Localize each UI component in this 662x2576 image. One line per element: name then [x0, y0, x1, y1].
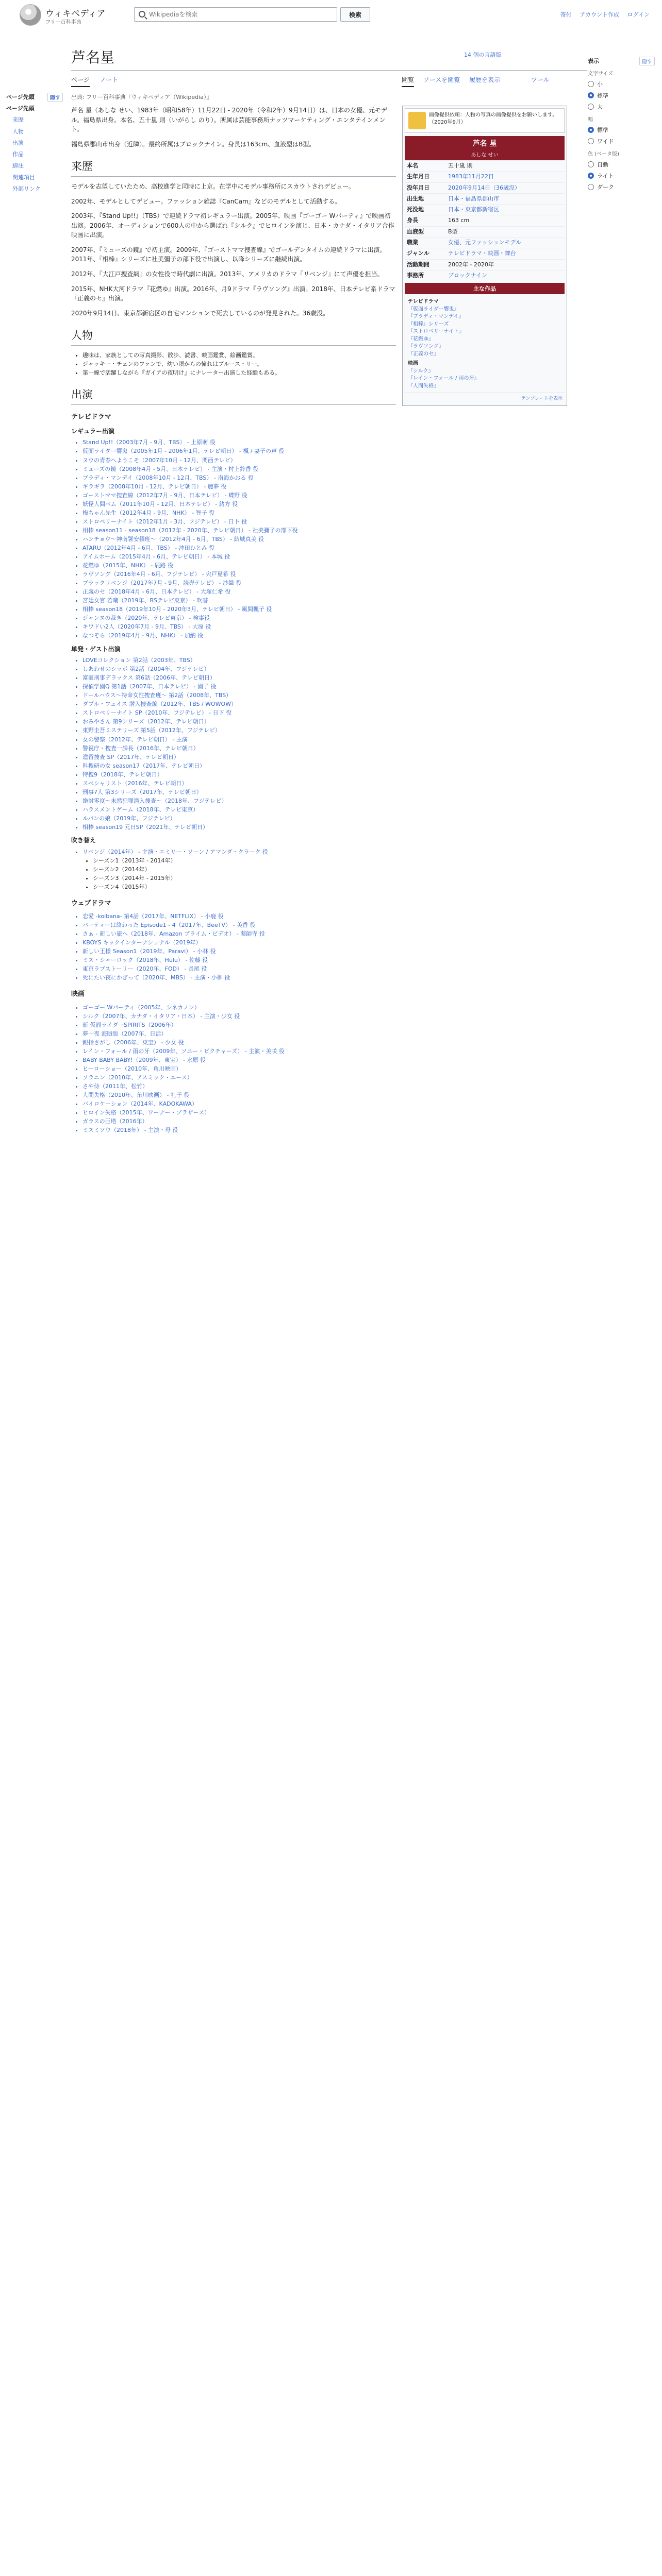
history-paragraph: 2020年9月14日、東京都新宿区の自宅マンションで死去しているのが発見された。36歳没。 [71, 309, 329, 317]
toc-item-top[interactable]: ページ先頭 [6, 105, 35, 112]
list-item[interactable]: • 警視庁・捜査一課長（2016年、テレビ朝日） [82, 744, 396, 753]
film-list [82, 1003, 396, 1135]
history-paragraph: 2003年、『Stand Up!!』（TBS）で連続ドラマ初レギュラー出演。2005年、映画『ゴーゴー Wパーティ』で映画初出演。2006年、オーディションで600人の中から選ばれ『シルク』でヒロインを演じ、日本・カナダ・イタリア合作映画に出演。 [71, 212, 394, 239]
list-item[interactable]: • 東京ラブストーリー（2020年、FOD） - 長尾 役 [82, 964, 396, 973]
list-item[interactable]: • 相棒 season11 - season18（2012年 - 2020年、テレビ朝日） - 社美彌子の部下役 [82, 526, 396, 535]
toc-item-person[interactable]: 人物 [12, 128, 24, 135]
toc-item-related[interactable]: 関連項目 [12, 174, 35, 181]
toc-item-bibliography[interactable]: 作品 [12, 151, 24, 158]
list-item[interactable]: • 絶対零度〜未然犯罪潜入捜査〜（2018年、フジテレビ） [82, 796, 396, 805]
list-item: • 第一線で活躍しながら『ガイアの夜明け』にナレーター出演した経験もある。 [82, 368, 396, 377]
list-item: • シーズン4（2015年） [93, 883, 396, 891]
article-content [71, 106, 396, 1134]
list-item[interactable]: • ガラスの巨塔（2016年） [82, 1117, 396, 1126]
list-item: • ジャッキー・チェンのファンで、幼い頃からの憧れはブルース・リー。 [82, 360, 396, 368]
list-item[interactable]: • シルク（2007年、カナダ・イタリア・日本） - 主演・少女 役 [82, 1012, 396, 1021]
list-item[interactable]: • ミューズの鏡（2008年4月 - 5月、日本テレビ） - 主演・村上鈴香 役 [82, 465, 396, 473]
infobox-row: 本名 五十嵐 則 [405, 160, 565, 171]
toc-item-history[interactable]: 来歴 [12, 116, 24, 124]
list-item[interactable]: • ハンチョウ〜神南署安積班〜（2012年4月 - 6月、TBS） - 結城真美 役 [82, 535, 396, 544]
history-paragraph: 2015年、NHK大河ドラマ『花燃ゆ』出演。2016年、月9ドラマ『ラヴソング』出演。2018年、日本テレビ系ドラマ『正義のセ』出演。 [71, 285, 395, 302]
list-item[interactable]: • 探偵学園Q 第1話（2007年、日本テレビ） - 園子 役 [82, 682, 396, 691]
tools-menu[interactable]: ツール [531, 76, 550, 83]
list-item[interactable]: • ヌウの青春へようこそ（2007年10月 - 12月、関西テレビ） [82, 456, 396, 465]
list-item[interactable]: • ミスミソウ（2018年） - 主演・母 役 [82, 1126, 396, 1134]
history-paragraph: 2002年、モデルとしてデビュー。ファッション雑誌『CanCam』などのモデルとして活動する。 [71, 197, 341, 205]
subsection-heading-tv: テレビドラマ [71, 413, 111, 421]
appearance-title: 表示 隠す [588, 57, 655, 65]
lead-paragraph-2: 福島県郡山市出身（近隣）。最終所属はブロックナイン。身長は163cm、血液型はB型。 [71, 140, 316, 148]
list-item[interactable]: • ハラスメントゲーム（2018年、テレビ東京） [82, 805, 396, 814]
list-item[interactable]: • 特捜9（2018年、テレビ朝日） [82, 770, 396, 779]
history-paragraph: 2012年、『大江戸捜査網』の女性役で時代劇に出演。2013年、アメリカのドラマ『リベンジ』にて声優を担当。 [71, 270, 384, 278]
list-item[interactable]: • 夢十夜 海賊版（2007年、日活） [82, 1029, 396, 1038]
list-item[interactable]: • 恋愛 -koibana- 第4話（2017年、NETFLIX） - 小鹿 役 [82, 912, 396, 921]
subsection-heading-dub: 吹き替え [71, 837, 96, 844]
dub-list [82, 848, 396, 891]
title-divider [71, 70, 587, 71]
work-link[interactable]: 『シルク』 [408, 368, 434, 374]
list-item[interactable]: • ヒーローショー（2010年、角川映画） [82, 1064, 396, 1073]
work-link[interactable]: 『レイン・フォール / 雨の牙』 [408, 376, 479, 382]
work-link[interactable]: 『仮面ライダー響鬼』 [408, 306, 459, 312]
infobox-row: 死没地 日本・東京都新宿区 [405, 204, 565, 215]
infobox-name: 芦名 星 [405, 136, 565, 150]
list-item[interactable]: • 死にたい夜にかぎって（2020年、MBS） - 主演・小柳 役 [82, 973, 396, 982]
site-tagline: フリー百科事典 [45, 20, 81, 25]
image-request-notice: 画像提供依頼：人物の写真の画像提供をお願いします。（2020年9月） [405, 108, 565, 133]
infobox-row: 職業 女優、元ファッションモデル [405, 237, 565, 248]
infobox-row: ジャンル テレビドラマ・映画・舞台 [405, 248, 565, 259]
list-item[interactable]: • ゴーストママ捜査線（2012年7月 - 9月、日本テレビ） - 蝶野 役 [82, 491, 396, 500]
subsection-heading-film: 映画 [71, 990, 85, 998]
list-item[interactable]: • ブラックリベンジ（2017年7月 - 9月、読売テレビ） - 沙織 役 [82, 579, 396, 587]
list-item[interactable]: • ミス・シャーロック（2018年、Hulu） - 佐藤 役 [82, 956, 396, 964]
work-link[interactable]: 『ブラディ・マンデイ』 [408, 314, 464, 320]
work-link[interactable]: 『ストロベリーナイト』 [408, 329, 465, 335]
tab-history[interactable]: 履歴を表示 [469, 76, 501, 83]
list-item[interactable]: • ダブル・フェイス 潜入捜査編（2012年、TBS / WOWOW） [82, 700, 396, 708]
toc-heading: ページ先頭 隠す [6, 93, 63, 101]
list-item[interactable]: • パーティーは終わった Episode1 - 4（2017年、BeeTV） - 美香 役 [82, 921, 396, 929]
camera-icon [408, 112, 426, 129]
list-item[interactable]: • さや侍（2011年、松竹） [82, 1082, 396, 1091]
infobox-reading: あしな せい [405, 150, 565, 160]
infobox-row: 事務所 ブロックナイン [405, 270, 565, 281]
infobox [402, 106, 567, 406]
toc-hide-button[interactable]: 隠す [47, 93, 63, 101]
template-link[interactable]: テンプレートを表示 [405, 392, 565, 403]
work-link[interactable]: 『相棒』シリーズ [408, 321, 449, 327]
search-box[interactable] [134, 7, 337, 22]
search-button[interactable]: 検索 [340, 7, 370, 22]
list-item: • シーズン1（2013年 - 2014年） [93, 856, 396, 865]
infobox-row: 没年月日 2020年9月14日（36歳没） [405, 182, 565, 193]
list-item[interactable]: • しあわせのシッポ 第2話（2004年、フジテレビ） [82, 665, 396, 673]
list-item[interactable]: • ゴーゴー Wパーティ（2005年、シネカノン） [82, 1003, 396, 1012]
section-heading-works: 出演 [71, 386, 396, 405]
guest-list [82, 656, 396, 832]
appearance-panel [588, 52, 655, 194]
text-size-standard[interactable]: 標準 [588, 91, 655, 99]
list-item[interactable]: • 科捜研の女 season17（2017年、テレビ朝日） [82, 761, 396, 770]
list-item[interactable]: • KBOYS キックインターナショナル（2019年） [82, 938, 396, 947]
list-item[interactable]: • LOVEコレクション 第2話（2003年、TBS） [82, 656, 396, 665]
list-item[interactable]: • ATARU（2012年4月 - 6月、TBS） - 沖田ひとみ 役 [82, 544, 396, 552]
history-paragraph: モデルを志望していたため、高校進学と同時に上京。在学中にモデル事務所にスカウトされデビュー。 [71, 182, 355, 190]
infobox-works-band: 主な作品 [405, 283, 565, 294]
list-item[interactable]: • 宮廷女官 若曦（2019年、BSテレビ東京） - 吹替 [82, 596, 396, 605]
page-title: 芦名星 [71, 49, 115, 66]
subsection-heading-regular: レギュラー出演 [71, 427, 115, 435]
list-item[interactable]: • ドールハウス〜特命女性捜査班〜 第2話（2008年、TBS） [82, 691, 396, 700]
toc-item-notes[interactable]: 脚注 [12, 162, 24, 170]
width-standard[interactable]: 標準 [588, 126, 655, 134]
toc-item-works[interactable]: 出演 [12, 139, 24, 146]
namespace-tabs [71, 75, 126, 84]
list-item[interactable]: • Stand Up!!（2003年7月 - 9月、TBS） - 上原萌 役 [82, 438, 396, 447]
list-item[interactable]: • ラヴソング（2016年4月 - 6月、フジテレビ） - 宍戸夏希 役 [82, 570, 396, 579]
search-input[interactable] [149, 10, 309, 19]
regular-list [82, 438, 396, 640]
color-auto[interactable]: 自動 [588, 160, 655, 168]
section-heading-history: 来歴 [71, 158, 396, 177]
login-link[interactable]: ログイン [627, 11, 650, 18]
infobox-row: 血液型 B型 [405, 226, 565, 237]
text-size-label: 文字サイズ [588, 71, 614, 77]
work-link[interactable]: 『花燃ゆ』 [408, 336, 434, 342]
list-item[interactable]: • 富豪刑事デラックス 第6話（2006年、テレビ朝日） [82, 673, 396, 682]
list-item[interactable]: • おみやさん 第9シリーズ（2012年、テレビ朝日） [82, 717, 396, 726]
list-item: • 趣味は、家族としての写真撮影、散歩、読書、映画鑑賞、絵画鑑賞。 [82, 351, 396, 360]
color-dark[interactable]: ダーク [588, 183, 655, 191]
web-list [82, 912, 396, 982]
list-item[interactable]: • BABY BABY BABY!（2009年、東宝） - 水原 役 [82, 1056, 396, 1064]
list-item[interactable]: • バイロケーション（2014年、KADOKAWA） [82, 1099, 396, 1108]
list-item[interactable]: • ソラニン（2010年、アスミック・エース） [82, 1073, 396, 1082]
width-wide[interactable]: ワイド [588, 137, 655, 145]
language-button[interactable]: 14 個の言語版 [464, 52, 502, 58]
text-size-large[interactable]: 大 [588, 103, 655, 111]
wikipedia-logo-icon[interactable] [20, 4, 41, 26]
work-link[interactable]: 『ラヴソング』 [408, 344, 444, 350]
list-item[interactable]: • 相棒 season18（2019年10月 - 2020年3月、テレビ朝日） - 風間楓子 役 [82, 605, 396, 614]
list-item[interactable]: • ジャンヌの裁き（2020年、テレビ東京） - 検事役 [82, 614, 396, 622]
view-tabs [394, 75, 500, 84]
list-item: • シーズン3（2014年 - 2015年） [93, 874, 396, 883]
section-heading-person: 人物 [71, 327, 396, 346]
list-item[interactable]: • スペシャリスト（2016年、テレビ朝日） [82, 779, 396, 788]
list-item[interactable]: • キワドい2人（2020年7月 - 9月、TBS） - 大原 役 [82, 622, 396, 631]
site-header [0, 0, 662, 32]
list-item[interactable]: • 人間失格（2010年、角川映画） - 礼子 役 [82, 1091, 396, 1099]
toc-item-external[interactable]: 外部リンク [12, 185, 41, 193]
list-item[interactable]: • 親指さがし（2006年、東宝） - 少女 役 [82, 1038, 396, 1047]
tab-page[interactable]: ページ [71, 76, 90, 87]
list-item[interactable]: • ストロベリーナイト SP（2010年、フジテレビ） - 日下 役 [82, 708, 396, 717]
donate-link[interactable]: 寄付 [560, 11, 572, 18]
person-list [82, 351, 396, 377]
table-of-contents [6, 93, 63, 197]
subsection-heading-web: ウェブドラマ [71, 899, 111, 907]
color-light[interactable]: ライト [588, 172, 655, 180]
list-item[interactable]: • 正義のセ（2018年4月 - 6月、日本テレビ） - 大塚仁希 役 [82, 587, 396, 596]
infobox-row: 身長 163 cm [405, 215, 565, 226]
list-item[interactable]: • ルパンの娘（2019年、フジテレビ） [82, 814, 396, 823]
list-item[interactable]: • 刑事7人 第3シリーズ（2017年、テレビ朝日） [82, 788, 396, 796]
list-item[interactable]: • レイン・フォール / 雨の牙（2009年、ソニー・ピクチャーズ） - 主演・美咲 役 [82, 1047, 396, 1056]
appearance-hide-button[interactable]: 隠す [639, 57, 655, 65]
list-item[interactable]: • 妖怪人間ベム（2011年10月 - 12月、日本テレビ） - 緒方 役 [82, 500, 396, 509]
work-link[interactable]: 『人間失格』 [408, 383, 439, 389]
list-item[interactable]: • 新 仮面ライダーSPIRITS（2006年） [82, 1021, 396, 1029]
tab-view-source[interactable]: ソースを閲覧 [423, 76, 460, 83]
tab-talk[interactable]: ノート [100, 76, 119, 83]
list-item[interactable]: • さぁ - 新しい旅へ（2018年、Amazon プライム・ビデオ） - 薬師寺 役 [82, 929, 396, 938]
history-paragraph: 2007年、『ミューズの鏡』で初主演。2009年、『ゴーストママ捜査線』でゴールデンタイムの連続ドラマに出演。2011年、『相棒』シリーズに社美彌子の部下役で出演し、以降シリーズに継続出演。 [71, 246, 386, 263]
list-item[interactable]: • アイムホーム（2015年4月 - 6月、テレビ朝日） - 本城 役 [82, 552, 396, 561]
search-icon [139, 11, 145, 18]
list-item[interactable]: • ブラディ・マンデイ（2008年10月 - 12月、TBS） - 南海かおる 役 [82, 473, 396, 482]
tab-read[interactable]: 閲覧 [402, 76, 414, 87]
subsection-heading-guest: 単発・ゲスト出演 [71, 645, 121, 653]
list-item[interactable]: • ストロベリーナイト（2012年1月 - 3月、フジテレビ） - 日下 役 [82, 517, 396, 526]
personal-tools [554, 10, 650, 19]
list-item[interactable]: • 東野圭吾ミステリーズ 第5話（2012年、フジテレビ） [82, 726, 396, 735]
width-label: 幅 [588, 117, 593, 123]
list-item[interactable]: • 新しい王様 Season1（2019年、Paravi） - 小林 役 [82, 947, 396, 956]
list-item[interactable]: • 仮面ライダー響鬼（2005年1月 - 2006年1月、テレビ朝日） - 楓 / 妻子の声 役 [82, 447, 396, 455]
list-item[interactable]: • ギラギラ（2008年10月 - 12月、テレビ朝日） - 麗夢 役 [82, 482, 396, 491]
infobox-works-list: テレビドラマ 『仮面ライダー響鬼』 『ブラディ・マンデイ』 『相棒』シリーズ 『ストロベリーナイト』 『花燃ゆ』 『ラヴソング』 『正義のセ』 映画 『シルク』 『レイン・フォール / 雨の牙』 『人間失格』 [405, 294, 565, 392]
from-wikipedia: 出典: フリー百科事典『ウィキペディア（Wikipedia）』 [71, 94, 212, 100]
work-link[interactable]: 『正義のセ』 [408, 351, 439, 357]
list-item[interactable]: • 梅ちゃん先生（2012年4月 - 9月、NHK） - 智子 役 [82, 509, 396, 517]
infobox-row: 生年月日 1983年11月22日 [405, 171, 565, 182]
list-item[interactable]: • なつぞら（2019年4月 - 9月、NHK） - 加納 役 [82, 631, 396, 640]
infobox-row: 出生地 日本・福島県郡山市 [405, 193, 565, 204]
list-item[interactable]: • ヒロイン失格（2015年、ワーナー・ブラザース） [82, 1108, 396, 1117]
list-item[interactable]: • リベンジ（2014年） - 主演・エミリー・ソーン / アマンダ・クラーク 役 [82, 848, 396, 856]
infobox-row: 活動期間 2002年 - 2020年 [405, 259, 565, 270]
list-item[interactable]: • 花燃ゆ（2015年、NHK） - 辰路 役 [82, 561, 396, 570]
list-item[interactable]: • 女の警察（2012年、テレビ朝日） - 主演 [82, 735, 396, 744]
list-item[interactable]: • 相棒 season19 元日SP（2021年、テレビ朝日） [82, 823, 396, 832]
create-account-link[interactable]: アカウント作成 [580, 11, 620, 18]
text-size-small[interactable]: 小 [588, 80, 655, 88]
color-label: 色 (ベータ版) [588, 151, 619, 157]
list-item: • シーズン2（2014年） [93, 865, 396, 874]
list-item[interactable]: • 遺留捜査 SP（2017年、テレビ朝日） [82, 753, 396, 761]
lead-paragraph: 芦名 星（あしな せい、1983年（昭和58年）11月22日 - 2020年（令和2年）9月14日）は、日本の女優、元モデル。福島県出身。本名、五十嵐 則（いがらし のり）。所属は芸能事務所ナッツマーケティング・エンタテインメント。 [71, 107, 388, 133]
site-wordmark[interactable]: ウィキペディア [45, 9, 106, 19]
